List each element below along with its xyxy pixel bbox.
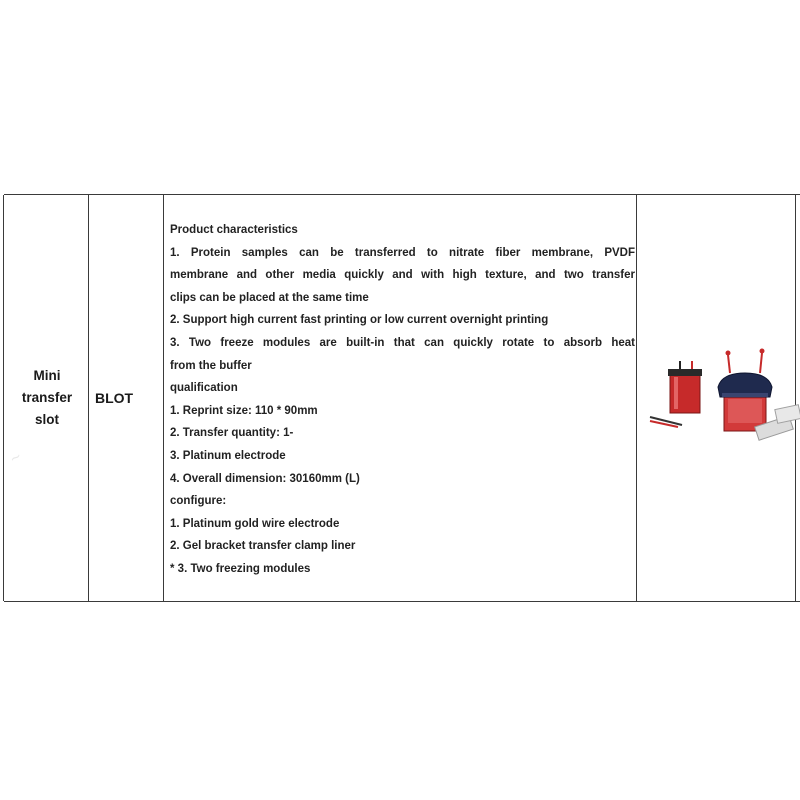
description-line: 3. Two freeze modules are built-in that can quickly rotate to absorb heat bbox=[170, 336, 635, 349]
description-line: clips can be placed at the same time bbox=[170, 291, 369, 304]
product-name-cell bbox=[6, 195, 88, 601]
description-line: 2. Gel bracket transfer clamp liner bbox=[170, 540, 356, 553]
product-image-cell bbox=[640, 325, 800, 445]
description-line: 1. Platinum gold wire electrode bbox=[170, 517, 340, 530]
description-heading: Product characteristics bbox=[170, 224, 298, 236]
description-line: 2. Transfer quantity: 1- bbox=[170, 427, 294, 440]
description-line: membrane and other media quickly and with high texture, and two transfer bbox=[170, 269, 635, 282]
description-cell bbox=[170, 219, 635, 581]
table-border-left bbox=[3, 195, 4, 601]
product-name-line: slot bbox=[34, 412, 59, 427]
description-line: 1. Reprint size: 110 * 90mm bbox=[170, 404, 318, 417]
description-line: 3. Platinum electrode bbox=[170, 449, 286, 462]
column-divider bbox=[636, 195, 637, 601]
product-name-line: Mini bbox=[33, 368, 61, 383]
small-tank-icon bbox=[650, 361, 702, 427]
description-line: from the buffer bbox=[170, 359, 252, 372]
main-tank-icon bbox=[718, 349, 772, 432]
watermark: ~ bbox=[6, 448, 25, 468]
model-label: BLOT bbox=[95, 390, 134, 406]
description-line: 2. Support high current fast printing or low current overnight printing bbox=[170, 314, 549, 327]
description-line: 4. Overall dimension: 30160mm (L) bbox=[170, 472, 360, 485]
product-table bbox=[4, 194, 800, 602]
model-cell bbox=[92, 195, 165, 601]
column-divider bbox=[88, 195, 89, 601]
description-line: 1. Protein samples can be transferred to nitrate fiber membrane, PVDF bbox=[170, 246, 635, 259]
description-heading: configure: bbox=[170, 495, 227, 508]
description-line: * 3. Two freezing modules bbox=[170, 562, 311, 575]
product-name-line: transfer bbox=[21, 390, 73, 405]
transfer-tank-photo bbox=[640, 325, 800, 445]
description-heading: qualification bbox=[170, 382, 238, 395]
